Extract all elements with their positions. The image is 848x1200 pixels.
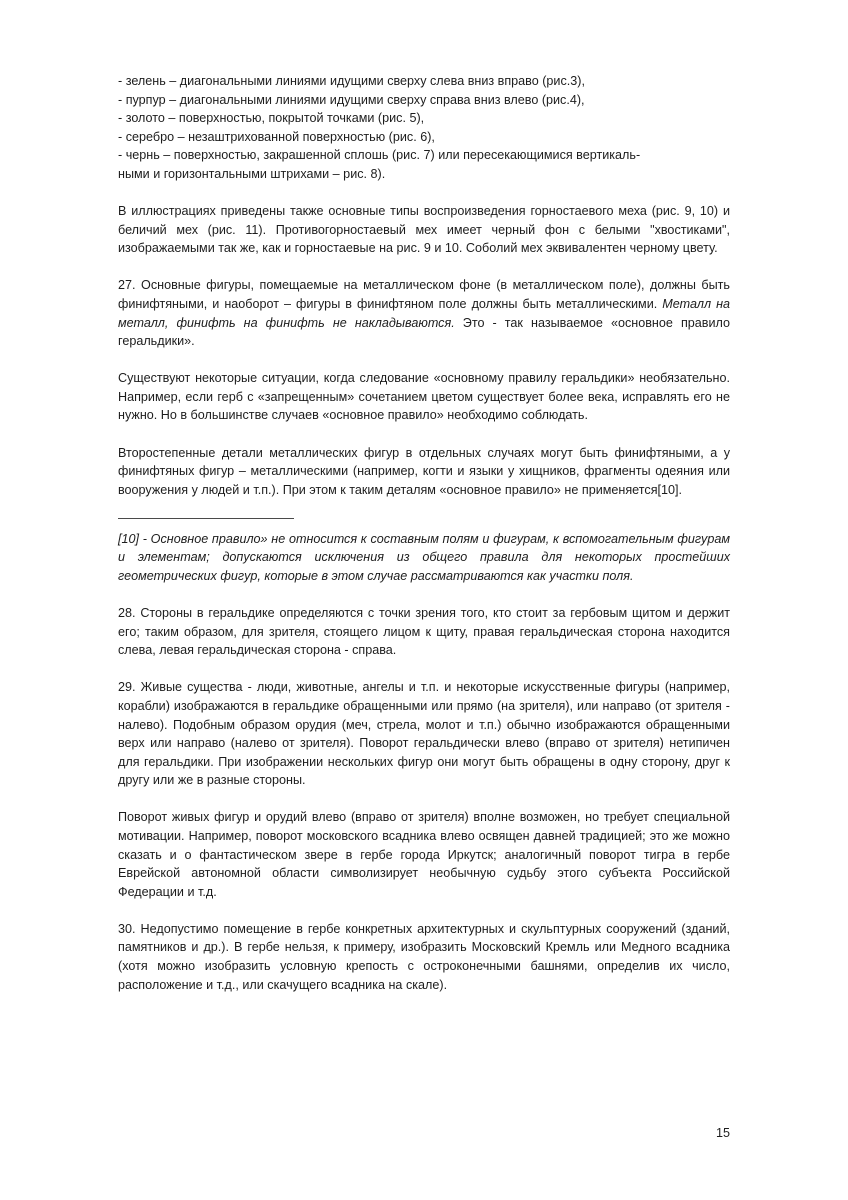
list-item: - чернь – поверхностью, закрашенной сплошь (рис. 7) или пересекающимися вертикаль- <box>118 148 641 163</box>
paragraph-furs <box>118 202 730 258</box>
footnote-10 <box>118 518 730 586</box>
paragraph-27 <box>118 276 730 350</box>
paragraph-exceptions <box>118 369 730 425</box>
paragraph-text: Второстепенные детали металлических фигур в отдельных случаях могут быть финифтяными, а у финифтяных фигур – металлическими (например, когти и языки у хищников, фрагменты одеяния или вооружения у людей и т.п.). При этом к таким деталям «основное правило» не применяется[10]. <box>118 445 730 497</box>
list-item: - золото – поверхностью, покрытой точками (рис. 5), <box>118 111 425 126</box>
color-hatching-list <box>118 72 730 184</box>
paragraph-30 <box>118 920 730 994</box>
footnote-marker: [10] <box>118 531 140 546</box>
paragraph-text: 30. Недопустимо помещение в гербе конкретных архитектурных и скульптурных сооружений (зданий, памятников и др.). В гербе нельзя, к примеру, изобразить Московский Кремль или Медного всадника (хотя можно изобразить условную крепость с остроконечными башнями, определив их число, расположение и т.д., или скачущего всадника на скале). <box>118 921 730 992</box>
footnote-text <box>118 530 730 586</box>
footnote-body: - Основное правило» не относится к составным полям и фигурам, к вспомогательным фигурам и элементам; допускаются исключения из общего правила для некоторых простейших геометрических фигур, которые в этом случае рассматриваются как участки поля. <box>118 531 730 583</box>
footnote-separator <box>118 518 294 519</box>
paragraph-text: Существуют некоторые ситуации, когда следование «основному правилу геральдики» необязательно. Например, если герб с «запрещенным» сочетанием цветом существует более века, исправлять его не нужно. Но в большинстве случаев «основное правило» необходимо соблюдать. <box>118 371 730 423</box>
paragraph-text: 28. Стороны в геральдике определяются с точки зрения того, кто стоит за гербовым щитом и держит его; таким образом, для зрителя, стоящего лицом к щиту, правая геральдическая сторона находится слева, левая геральдическая сторона - справа. <box>118 606 730 658</box>
paragraph-27-italic-rule: Металл на металл, финифть на финифть не накладываются. <box>118 296 731 330</box>
paragraph-text <box>118 276 730 350</box>
paragraph-turn-left <box>118 808 730 901</box>
paragraph-text: 29. Живые существа - люди, животные, ангелы и т.п. и некоторые искусственные фигуры (например, корабли) изображаются в геральдике обращенными или прямо (на зрителя), или направо (от зрителя - налево). Подобным образом орудия (меч, стрела, молот и т.п.) обычно изображаются обращенными верх или направо (налево от зрителя). Поворот геральдически влево (вправо от зрителя) нетипичен для геральдики. При изображении нескольких фигур они могут быть обращены в одну сторону, друг к другу или же в разные стороны. <box>118 680 730 788</box>
list-item: - серебро – незаштрихованной поверхностью (рис. 6), <box>118 129 435 144</box>
paragraph-text: Поворот живых фигур и орудий влево (вправо от зрителя) вполне возможен, но требует специальной мотивации. Например, поворот московского всадника влево освящен давней традицией; это же можно сказать и о фантастическом звере в гербе города Иркутск; аналогичный поворот тигра в гербе Еврейской автономной области символизирует необычную судьбу этого субъекта Российской Федерации и т.д. <box>118 810 730 899</box>
paragraph-text: В иллюстрациях приведены также основные типы воспроизведения горностаевого меха (рис. 9, 10) и беличий мех (рис. 11). Противогорностаевый мех имеет черный фон с белыми "хвостиками", изображаемыми так же, как и горностаевые на рис. 9 и 10. Соболий мех эквивалентен черному цвету. <box>118 204 730 256</box>
paragraph-secondary-details <box>118 444 730 500</box>
list-item: ными и горизонтальными штрихами – рис. 8). <box>118 166 386 181</box>
page-content <box>118 72 730 994</box>
paragraph-27-lead: 27. Основные фигуры, помещаемые на металлическом фоне (в металлическом поле), должны быть финифтяными, и наоборот – фигуры в финифтяном поле должны быть металлическими. <box>118 278 730 311</box>
paragraph-27-tail: Это - так называемое «основное правило геральдики». <box>118 315 730 349</box>
paragraph-28 <box>118 604 730 660</box>
list-item: - зелень – диагональными линиями идущими сверху слева вниз вправо (рис.3), <box>118 74 585 88</box>
paragraph-29 <box>118 678 730 790</box>
list-item: - пурпур – диагональными линиями идущими сверху справа вниз влево (рис.4), <box>118 92 585 107</box>
page-number: 15 <box>715 1126 730 1140</box>
